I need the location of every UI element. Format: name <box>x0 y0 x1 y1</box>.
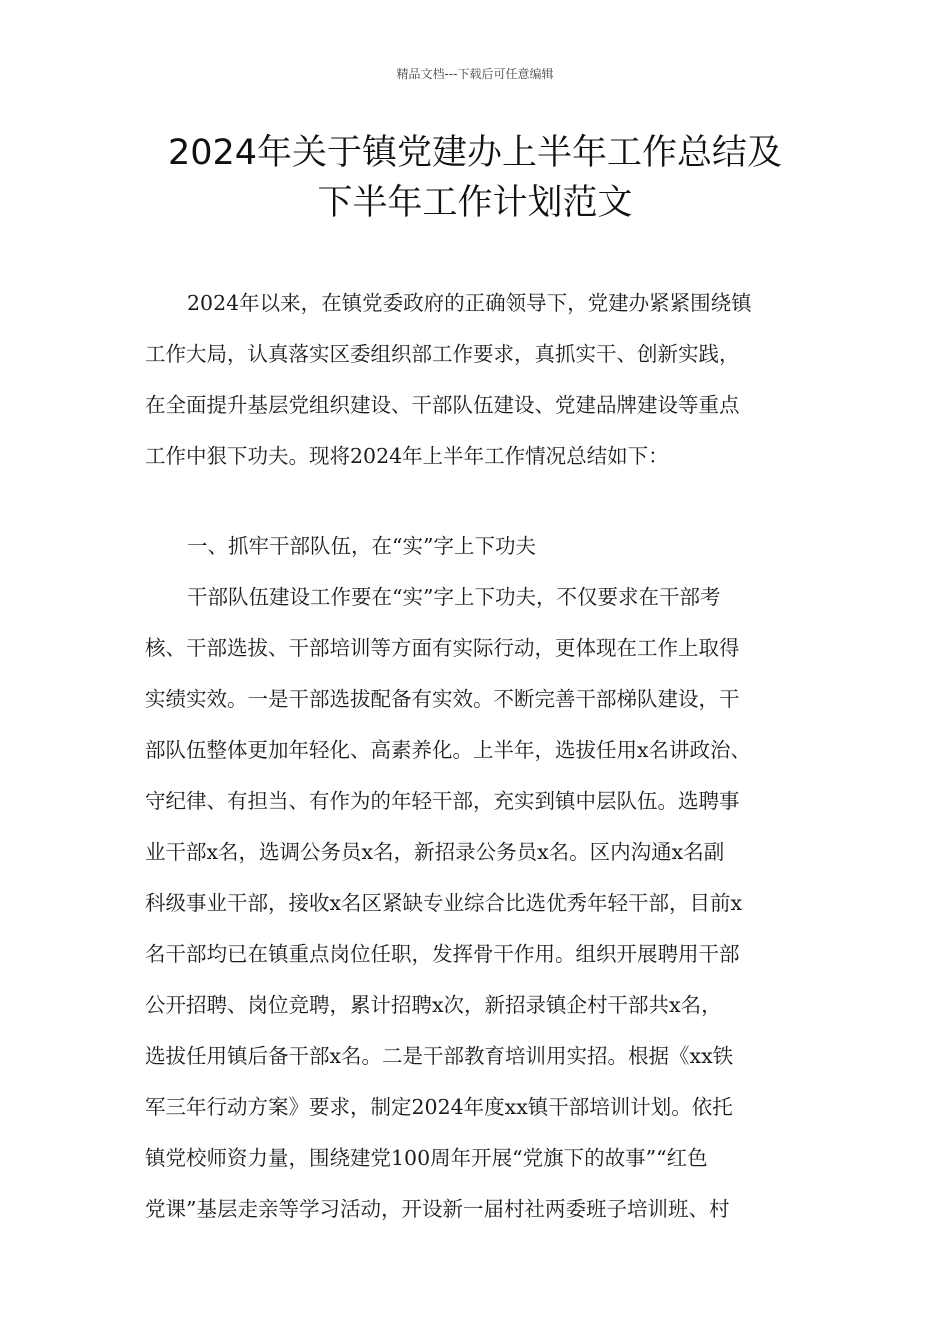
paragraph-line: 工作大局，认真落实区委组织部工作要求，真抓实干、创新实践， <box>145 342 740 366</box>
paragraph-line: 公开招聘、岗位竞聘，累计招聘x次，新招录镇企村干部共x名， <box>145 993 722 1017</box>
paragraph-line: 镇党校师资力量，围绕建党100周年开展“党旗下的故事”“红色 <box>145 1146 708 1170</box>
paragraph-line: 干部队伍建设工作要在“实”字上下功夫，不仅要求在干部考 <box>187 585 721 609</box>
paragraph-line: 实绩实效。一是干部选拔配备有实效。不断完善干部梯队建设，干 <box>145 687 740 711</box>
intro-paragraph <box>145 278 835 482</box>
paragraph-line: 守纪律、有担当、有作为的年轻干部，充实到镇中层队伍。选聘事 <box>145 789 740 813</box>
paragraph-line: 科级事业干部，接收x名区紧缺专业综合比选优秀年轻干部，目前x <box>145 891 743 915</box>
paragraph-line: 在全面提升基层党组织建设、干部队伍建设、党建品牌建设等重点 <box>145 393 740 417</box>
section-heading: 一、抓牢干部队伍，在“实”字上下功夫 <box>187 534 536 558</box>
paragraph-line: 核、干部选拔、干部培训等方面有实际行动，更体现在工作上取得 <box>145 636 740 660</box>
title-line-2: 下半年工作计划范文 <box>317 183 633 223</box>
paragraph-line: 军三年行动方案》要求，制定2024年度xx镇干部培训计划。依托 <box>145 1095 733 1119</box>
paragraph-line: 业干部x名，选调公务员x名，新招录公务员x名。区内沟通x名副 <box>145 840 725 864</box>
paragraph-line: 党课”基层走亲等学习活动，开设新一届村社两委班子培训班、村 <box>145 1197 730 1221</box>
paragraph-line: 名干部均已在镇重点岗位任职，发挥骨干作用。组织开展聘用干部 <box>145 942 740 966</box>
paragraph-line: 工作中狠下功夫。现将2024年上半年工作情况总结如下： <box>145 444 669 468</box>
paragraph-line: 部队伍整体更加年轻化、高素养化。上半年，选拔任用x名讲政治、 <box>145 738 752 762</box>
header-note: 精品文档---下载后可任意编辑 <box>396 67 554 81</box>
section-1 <box>145 521 835 1235</box>
paragraph-line: 选拔任用镇后备干部x名。二是干部教育培训用实招。根据《xx铁 <box>145 1044 734 1068</box>
paragraph-line: 2024年以来，在镇党委政府的正确领导下，党建办紧紧围绕镇 <box>187 291 752 315</box>
title-line-1: 2024年关于镇党建办上半年工作总结及 <box>167 133 783 173</box>
page-title <box>100 128 850 228</box>
